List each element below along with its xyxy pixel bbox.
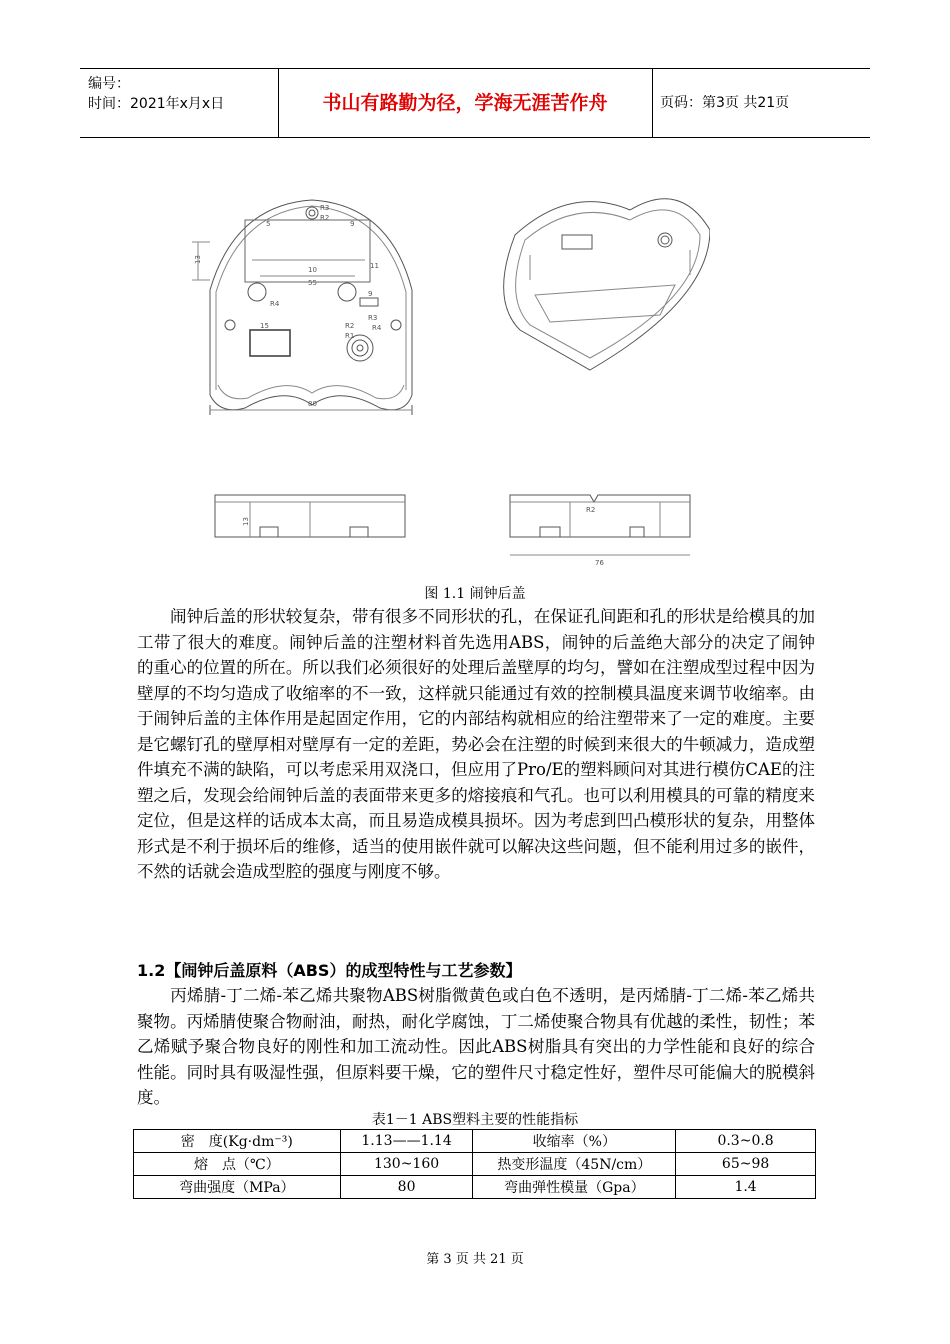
table-cell: 密 度(Kg·dm⁻³) bbox=[134, 1130, 341, 1153]
table-cell: 0.3~0.8 bbox=[676, 1130, 816, 1153]
paragraph-1 bbox=[137, 604, 815, 885]
table-row bbox=[134, 1153, 816, 1176]
dim-r3-mid: R3 bbox=[368, 314, 378, 322]
dim-9-mid: 9 bbox=[368, 290, 373, 298]
page-footer: 第 3 页 共 21 页 bbox=[426, 1252, 524, 1267]
table-cell: 收缩率（%） bbox=[473, 1130, 676, 1153]
abs-properties-table bbox=[133, 1129, 816, 1199]
table-cell: 弯曲强度（MPa） bbox=[134, 1176, 341, 1199]
dim-r2-mid: R2 bbox=[345, 322, 355, 330]
alarm-clock-back-cover-drawing bbox=[190, 180, 710, 575]
dim-80: 80 bbox=[308, 400, 317, 408]
table-cell: 弯曲弹性模量（Gpa） bbox=[473, 1176, 676, 1199]
dim-r2-side: R2 bbox=[586, 506, 596, 514]
dim-r4-left: R4 bbox=[270, 300, 280, 308]
table-cell: 130~160 bbox=[340, 1153, 473, 1176]
dim-10: 10 bbox=[308, 266, 317, 274]
paragraph-2-text: 丙烯腈-丁二烯-苯乙烯共聚物ABS树脂微黄色或白色不透明，是丙烯腈-丁二烯-苯乙烯共聚物。丙烯腈使聚合物耐油，耐热，耐化学腐蚀，丁二烯使聚合物具有优越的柔性，韧性；苯乙烯赋予聚合物良好的刚性和加工流动性。因此ABS树脂具有突出的力学性能和良好的综合性能。同时具有吸湿性强，但原料要干燥，它的塑件尺寸稳定性好，塑件尽可能偏大的脱模斜度。 bbox=[137, 986, 815, 1107]
dim-13-top: 13 bbox=[194, 255, 202, 264]
dim-r2-top: R2 bbox=[320, 214, 330, 222]
dim-r4-mid: R4 bbox=[372, 324, 382, 332]
page-header bbox=[80, 68, 870, 138]
dim-13-side: 13 bbox=[242, 517, 250, 526]
figure-caption: 图 1.1 闹钟后盖 bbox=[424, 586, 526, 602]
side-view-right bbox=[510, 495, 690, 567]
table-row bbox=[134, 1130, 816, 1153]
dim-r3-top: R3 bbox=[320, 204, 330, 212]
time-label: 时间：2021年x月x日 bbox=[88, 96, 225, 112]
dim-9-top: 9 bbox=[350, 220, 355, 228]
paragraph-1-text: 闹钟后盖的形状较复杂，带有很多不同形状的孔，在保证孔间距和孔的形状是给模具的加工带了很大的难度。闹钟后盖的注塑材料首先选用ABS，闹钟的后盖绝大部分的决定了闹钟的重心的位置的所在。所以我们必须很好的处理后盖壁厚的均匀，譬如在注塑成型过程中因为壁厚的不均匀造成了收缩率的不一致，这样就只能通过有效的控制模具温度来调节收缩率。由于闹钟后盖的主体作用是起固定作用，它的内部结构就相应的给注塑带来了一定的难度。主要是它螺钉孔的壁厚相对壁厚有一定的差距，势必会在注塑的时候到来很大的牛顿减力，造成塑件填充不满的缺陷，可以考虑采用双浇口，但应用了Pro/E的塑料顾问对其进行模仿CAE的注塑之后，发现会给闹钟后盖的表面带来更多的熔接痕和气孔。也可以利用模具的可靠的精度来定位，但是这样的话成本太高，而且易造成模具损坏。因为考虑到凹凸模形状的复杂，用整体形式是不利于损坏后的维修，适当的使用嵌件就可以解决这些问题，但不能利用过多的嵌件，不然的话就会造成型腔的强度与刚度不够。 bbox=[137, 607, 815, 881]
table-cell: 65~98 bbox=[676, 1153, 816, 1176]
dim-5: 5 bbox=[266, 220, 271, 228]
table-caption: 表1－1 ABS塑料主要的性能指标 bbox=[371, 1112, 579, 1128]
top-view bbox=[192, 200, 412, 415]
table-cell: 熔 点（℃） bbox=[134, 1153, 341, 1176]
table-cell: 80 bbox=[340, 1176, 473, 1199]
section-title: 1.2【闹钟后盖原料（ABS）的成型特性与工艺参数】 bbox=[137, 961, 522, 980]
isometric-view bbox=[504, 199, 710, 370]
side-view-left bbox=[215, 495, 405, 537]
paragraph-2 bbox=[137, 983, 815, 1111]
table-cell: 热变形温度（45N/cm） bbox=[473, 1153, 676, 1176]
dim-r1: R1 bbox=[345, 332, 355, 340]
table-row bbox=[134, 1176, 816, 1199]
dim-15: 15 bbox=[260, 322, 269, 330]
header-left-cell bbox=[80, 69, 279, 137]
dim-11: 11 bbox=[370, 262, 379, 270]
table-cell: 1.13——1.14 bbox=[340, 1130, 473, 1153]
code-label: 编号： bbox=[88, 76, 130, 92]
header-motto: 书山有路勤为径，学海无涯苦作舟 bbox=[278, 69, 653, 137]
dim-55: 55 bbox=[308, 279, 317, 287]
table-cell: 1.4 bbox=[676, 1176, 816, 1199]
header-page-info: 页码：第3页 共21页 bbox=[660, 95, 790, 111]
dim-76: 76 bbox=[595, 559, 604, 567]
